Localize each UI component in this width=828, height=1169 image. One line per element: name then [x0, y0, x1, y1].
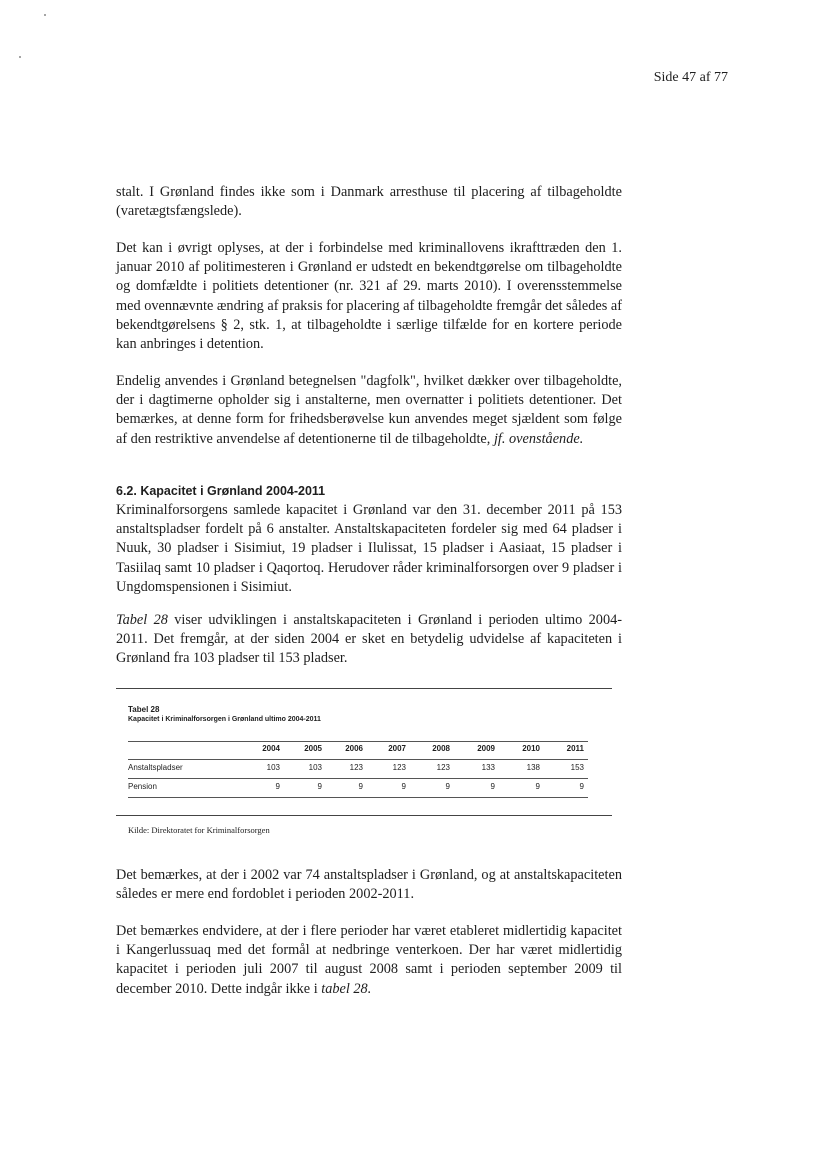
paragraph-3-reference: jf. ovenstående.	[493, 430, 584, 447]
row-label: Pension	[128, 782, 157, 791]
table-header-rule	[128, 741, 588, 742]
year-cell: 2005	[304, 744, 322, 753]
year-cell: 2006	[345, 744, 363, 753]
table-header-row	[128, 744, 588, 758]
paragraph-4: Kriminalforsorgens samlede kapacitet i Grønland var den 31. december 2011 på 153 anstaltspladser fordelt på 6 anstalter. Anstaltskapaciteten fordeler sig med 64 pladser i Nuuk, 30 pladser i Sisimiut, 19 pladser i Ilulissat, 15 pladser i Aasiaat, 15 pladser i Tasiilaq samt 10 pladser i Qaqortoq. Herudover råder kriminalforsorgen over 9 pladser i Ungdomspensionen i Sisimiut.	[116, 502, 622, 595]
value-cell: 138	[526, 763, 540, 772]
table-title: Kapacitet i Kriminalforsorgen i Grønland ultimo 2004-2011	[128, 716, 321, 723]
paragraph-5-text: viser udviklingen i anstaltskapaciteten i Grønland i perioden ultimo 2004-2011. Det fremgår, at der siden 2004 er sket en betydelig udvidelse af kapaciteten i Grønland fra 103 pladser til 153 pladser.	[116, 612, 623, 667]
table-top-rule	[116, 688, 612, 689]
value-cell: 103	[308, 763, 322, 772]
table-row-rule	[128, 778, 588, 779]
value-cell: 103	[266, 763, 280, 772]
table-source: Kilde: Direktoratet for Kriminalforsorgen	[128, 825, 270, 835]
year-cell: 2008	[432, 744, 450, 753]
page-number: Side 47 af 77	[653, 70, 728, 85]
value-cell: 9	[401, 782, 406, 791]
year-cell: 2007	[388, 744, 406, 753]
table-reference: tabel 28.	[321, 980, 372, 997]
table-bottom-rule	[128, 797, 588, 798]
value-cell: 133	[481, 763, 495, 772]
value-cell: 123	[436, 763, 450, 772]
year-cell: 2004	[262, 744, 280, 753]
paragraph-7-text: Det bemærkes endvidere, at der i flere perioder har været etableret midlertidig kapacitet i Kangerlussuaq med det formål at nedbringe venterkoen. Der har været midlertidig kapacitet i perioden juli 2007 til august 2008 samt i perioden september 2009 til december 2010. Dette indgår ikke i	[116, 923, 622, 997]
value-cell: 9	[490, 782, 495, 791]
paragraph-2: Det kan i øvrigt oplyses, at der i forbindelse med kriminallovens ikrafttræden den 1. januar 2010 af politimesteren i Grønland er udstedt en bekendtgørelse om tilbageholdte og domfældte i politiets detentioner (nr. 321 af 29. marts 2010). I overensstemmelse med ovennævnte ændring af praksis for placering af tilbageholdte fremgår det således af bekendtgørelsens § 2, stk. 1, at tilbageholdte i særlige tilfælde for en kortere periode kan anbringes i detention.	[116, 240, 622, 353]
value-cell: 9	[535, 782, 540, 791]
paragraph-7	[116, 922, 622, 999]
year-cell: 2009	[477, 744, 495, 753]
table-row-rule	[128, 759, 588, 760]
paragraph-1: stalt. I Grønland findes ikke som i Danmark arresthuse til placering af tilbageholdte (varetægtsfængslede).	[116, 184, 622, 220]
table-row	[128, 782, 588, 796]
table-label: Tabel 28	[128, 705, 160, 714]
value-cell: 9	[317, 782, 322, 791]
year-cell: 2011	[566, 744, 584, 753]
scan-speck	[44, 14, 46, 16]
value-cell: 153	[570, 763, 584, 772]
paragraph-6: Det bemærkes, at der i 2002 var 74 anstaltspladser i Grønland, og at anstaltskapaciteten således er mere end fordoblet i perioden 2002-2011.	[116, 867, 622, 903]
paragraph-3	[116, 372, 622, 449]
value-cell: 9	[579, 782, 584, 791]
table-row	[128, 763, 588, 777]
row-label: Anstaltspladser	[128, 763, 183, 772]
table-frame-rule	[116, 815, 612, 816]
value-cell: 9	[445, 782, 450, 791]
paragraph-3-text: Endelig anvendes i Grønland betegnelsen "dagfolk", hvilket dækker over tilbageholdte, der i dagtimerne opholder sig i anstalterne, men overnatter i politiets detentioner. Det bemærkes, at denne form for frihedsberøvelse kun anvendes meget sjældent som følge af den restriktive anvendelse af detentionerne til de tilbageholdte,	[116, 373, 622, 447]
paragraph-5	[116, 611, 622, 669]
value-cell: 9	[358, 782, 363, 791]
table-reference: Tabel 28	[116, 612, 168, 628]
value-cell: 123	[349, 763, 363, 772]
value-cell: 9	[275, 782, 280, 791]
section-heading: 6.2. Kapacitet i Grønland 2004-2011	[116, 484, 326, 498]
value-cell: 123	[392, 763, 406, 772]
scan-speck	[19, 56, 21, 58]
year-cell: 2010	[522, 744, 540, 753]
